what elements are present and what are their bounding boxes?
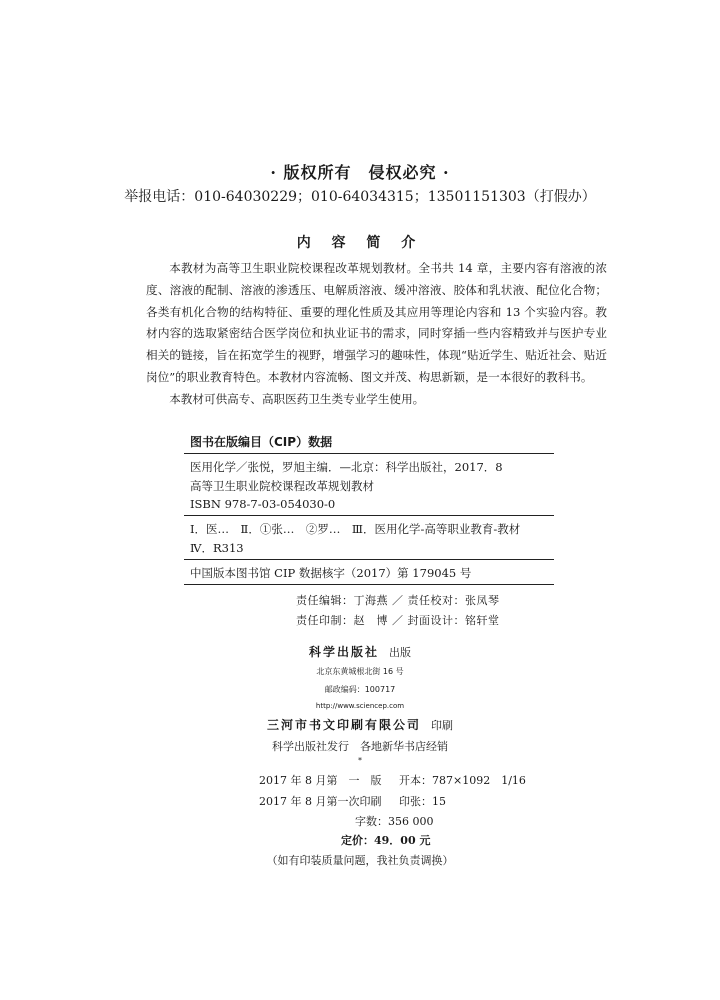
cip-line: Ⅳ．R313	[190, 541, 244, 555]
divider	[184, 559, 554, 560]
copyright-notice: · 版权所有 侵权必究 ·	[270, 163, 450, 182]
publisher-address: 北京东黄城根北街 16 号	[316, 667, 404, 676]
format-spec: 开本：787×1092 1/16	[399, 774, 526, 787]
distribution-line: 科学出版社发行 各地新华书店经销	[272, 740, 448, 753]
cip-title: 图书在版编目（CIP）数据	[190, 435, 333, 449]
cip-line: 医用化学／张悦，罗旭主编．—北京：科学出版社，2017．8	[190, 460, 503, 474]
publisher-name: 科学出版社	[308, 645, 379, 659]
quality-note: （如有印装质量问题，我社负责调换）	[266, 854, 454, 867]
edition-date: 2017 年 8 月第 一 版	[259, 774, 382, 787]
print-sheets: 印张：15	[399, 795, 446, 808]
publisher-postcode: 邮政编码：100717	[324, 685, 396, 694]
publisher-line	[0, 643, 720, 660]
cip-line: 高等卫生职业院校课程改革规划教材	[190, 479, 374, 493]
separator-star: *	[358, 756, 362, 765]
cip-line: ISBN 978-7-03-054030-0	[190, 497, 336, 511]
price: 定价：49．00 元	[341, 834, 431, 847]
divider	[184, 515, 554, 516]
publisher-website: http://www.sciencep.com	[315, 702, 405, 710]
intro-paragraph: 本教材为高等卫生职业院校课程改革规划教材。全书共 14 章，主要内容有溶液的浓度、溶液的配制、溶液的渗透压、电解质溶液、缓冲溶液、胶体和乳状液、配位化合物；各类有机化合物的结构特征、重要的理化性质及其应用等理论内容和 13 个实验内容。教材内容的选取紧密结合医学岗位和执业证书的需求，同时穿插一些内容精致并与医护专业相关的链接，旨在拓宽学生的视野，增强学习的趣味性，体现“贴近学生、贴近社会、贴近岗位”的职业教育特色。本教材内容流畅、图文并茂、构思新颖，是一本很好的教科书。	[146, 261, 607, 384]
printer-name: 三河市书文印刷有限公司	[266, 718, 421, 732]
cip-line: Ⅰ．医… Ⅱ．①张… ②罗… Ⅲ．医用化学-高等职业教育-教材	[190, 522, 521, 536]
printer-role: 印刷	[431, 719, 453, 732]
word-count: 字数：356 000	[355, 815, 434, 828]
intro-paragraph: 本教材可供高专、高职医药卫生类专业学生使用。	[169, 391, 425, 406]
printer-line	[0, 716, 720, 733]
divider	[184, 584, 554, 585]
printing-date: 2017 年 8 月第一次印刷	[259, 795, 382, 808]
printing-credits: 责任印制：赵 博 ／ 封面设计：铭轩堂	[296, 614, 500, 627]
divider	[184, 453, 554, 454]
editor-credits: 责任编辑：丁海燕 ／ 责任校对：张凤琴	[296, 594, 500, 607]
publisher-role: 出版	[389, 646, 411, 659]
report-hotline: 举报电话：010-64030229；010-64034315；13501151303（打假办）	[124, 189, 596, 205]
cip-line: 中国版本图书馆 CIP 数据核字（2017）第 179045 号	[190, 566, 472, 580]
intro-title: 内 容 简 介	[296, 235, 424, 251]
intro-body	[146, 258, 607, 411]
